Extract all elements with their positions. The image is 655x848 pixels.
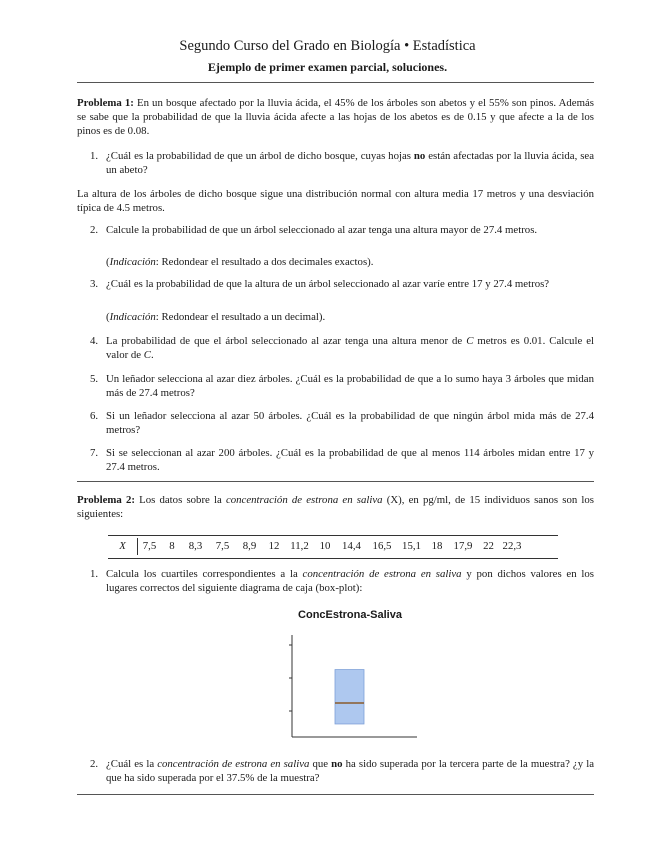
table-cell: 8 [169, 540, 175, 552]
problem2-question-2: 2. ¿Cuál es la concentración de estrona en saliva que no ha sido superada por la tercera parte de la muestra? ¿y la que ha sido superada por el 37.5% de la muestra? [90, 758, 594, 784]
table-cell: 14,4 [342, 540, 361, 552]
boxplot-chart [282, 630, 422, 745]
table-cell: 7,5 [215, 540, 230, 552]
problem-divider [77, 481, 594, 482]
table-cell: 18 [431, 540, 443, 552]
problem1-question-7: 7. Si se seleccionan al azar 200 árboles. ¿Cuál es la probabilidad de que al menos 114 árboles midan entre 17 y 27.4 metros. [90, 447, 594, 473]
table-cell: 11,2 [290, 540, 309, 552]
hint-question-2: (Indicación: Redondear el resultado a dos decimales exactos). [106, 256, 374, 268]
hint-question-3: (Indicación: Redondear el resultado a un decimal). [106, 311, 326, 323]
problem2-intro: Problema 2: Los datos sobre la concentración de estrona en saliva (X), en pg/ml, de 15 individuos sanos son los siguientes: [77, 494, 595, 520]
normal-distribution-statement: La altura de los árboles de dicho bosque sigue una distribución normal con altura media 17 metros y una desviación típica de 4.5 metros. [77, 188, 594, 214]
table-cell: 22 [483, 540, 494, 552]
table-cell: 16,5 [372, 540, 392, 552]
problem1-question-3: 3. ¿Cuál es la probabilidad de que la altura de un árbol seleccionado al azar varíe entre 17 y 27.4 metros? [90, 278, 550, 290]
problem1-label: Problema 1: [77, 97, 134, 109]
problem1-question-2: 2. Calcule la probabilidad de que un árbol seleccionado al azar tenga una altura mayor de 27.4 metros. [90, 224, 538, 236]
page-title: Segundo Curso del Grado en Biología • Estadística [179, 38, 476, 54]
problem1-question-5: 5. Un leñador selecciona al azar diez árboles. ¿Cuál es la probabilidad de que a lo sumo haya 3 árboles que midan más de 27.4 metros? [90, 373, 594, 399]
boxplot-box [335, 670, 364, 724]
page-subtitle: Ejemplo de primer examen parcial, soluciones. [207, 60, 448, 74]
problem1-question-6: 6. Si un leñador selecciona al azar 50 árboles. ¿Cuál es la probabilidad de que ningún árbol mida más de 27.4 metros? [90, 410, 594, 436]
table-cell: 12 [268, 540, 280, 552]
footer-divider [77, 794, 594, 795]
data-table [108, 535, 558, 559]
table-cell: 15,1 [402, 540, 421, 552]
table-cell: 7,5 [142, 540, 157, 552]
table-cell: 8,3 [188, 540, 203, 552]
table-label: X [119, 540, 126, 552]
table-cell: 17,9 [453, 540, 473, 552]
problem1-intro: Problema 1: En un bosque afectado por la lluvia ácida, el 45% de los árboles son abetos y el 55% son pinos. Además se sabe que la probabilidad de que la lluvia ácida afecte a las hojas de los abetos es de 0.15 y que afecte a la de los pinos es de 0.08. [77, 97, 594, 137]
table-cell: 8,9 [242, 540, 257, 552]
header-divider [77, 82, 594, 83]
problem2-label: Problema 2: [77, 494, 135, 506]
table-cell: 10 [319, 540, 331, 552]
table-cell: 22,3 [502, 540, 522, 552]
problem2-question-1: 1. Calcula los cuartiles correspondientes a la concentración de estrona en saliva y pon dichos valores en los lugares correctos del siguiente diagrama de caja (box-plot): [90, 568, 594, 594]
chart-title: ConcEstrona-Saliva [298, 609, 402, 621]
problem1-question-4: 4. La probabilidad de que el árbol seleccionado al azar tenga una altura menor de C metros es 0.01. Calcule el valor de C. [90, 335, 594, 361]
problem1-question-1: 1. ¿Cuál es la probabilidad de que un árbol de dicho bosque, cuyas hojas no están afectadas por la lluvia ácida, sea un abeto? [90, 150, 594, 176]
